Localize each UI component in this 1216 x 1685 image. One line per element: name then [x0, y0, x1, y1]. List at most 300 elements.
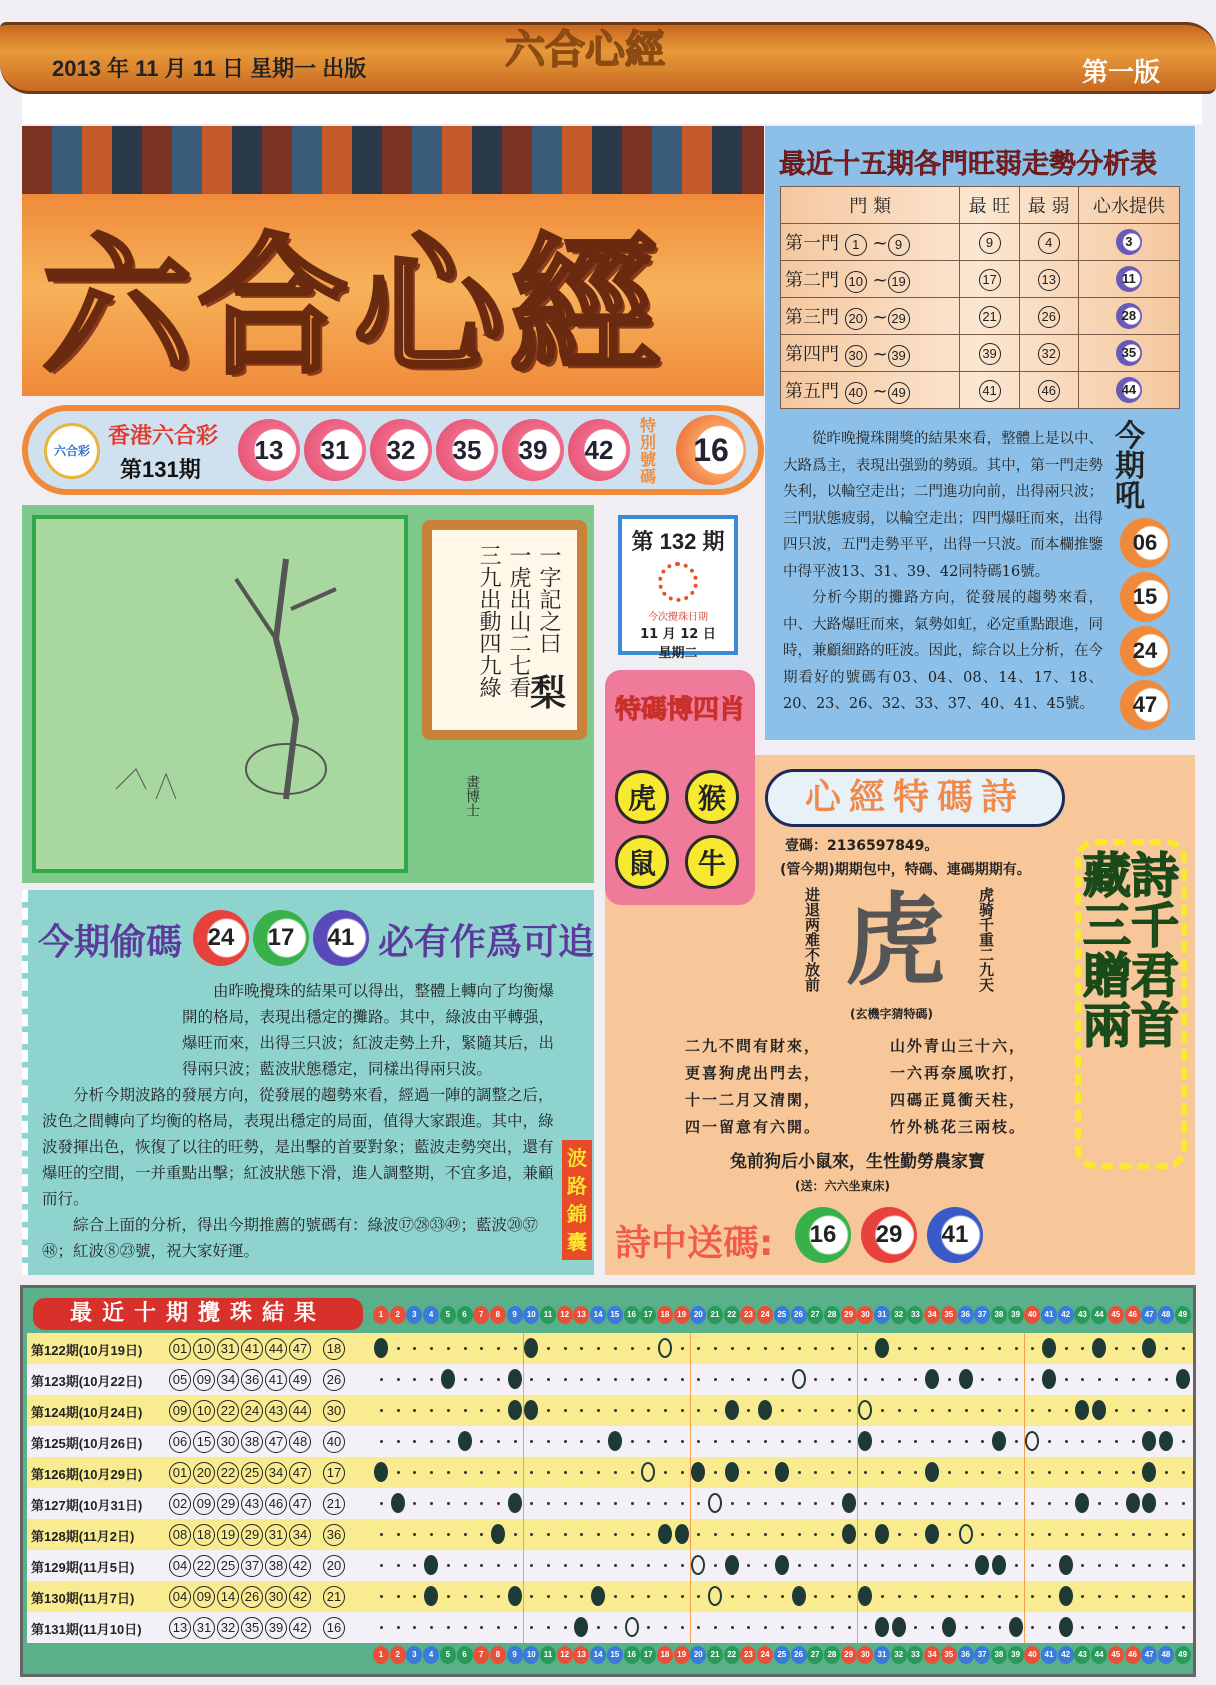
empty-dot	[1182, 1533, 1185, 1536]
empty-dot	[447, 1409, 450, 1412]
number-ball-header: 19	[674, 1306, 690, 1324]
empty-dot	[965, 1409, 968, 1412]
number-ball-header: 21	[707, 1306, 723, 1324]
empty-dot	[898, 1409, 901, 1412]
drawn-dot	[842, 1493, 856, 1513]
empty-dot	[1182, 1409, 1185, 1412]
lottery-name: 香港六合彩	[108, 424, 219, 449]
analysis-paragraph: 從昨晚攪珠開獎的結果來看，整體上是以中、大路爲主，表現出强勁的勢頭。其中，第一門走勢失利，以輪空走出；二門進功向前，出得兩只波；三門狀態疲弱，以輪空走出；四門爆旺而來，出得四只波，五門走勢平平，出得一只波。而本欄推鑒中得平波13、31、39、42同特碼16號。	[783, 431, 1103, 580]
draw-label: 第127期(10月31日)	[31, 1498, 143, 1513]
tip-cell	[1078, 261, 1179, 298]
empty-dot	[831, 1378, 834, 1381]
empty-dot	[464, 1626, 467, 1629]
number-ball-header: 17	[640, 1306, 656, 1324]
range-from: 20	[845, 308, 867, 330]
hot-cell	[960, 335, 1019, 372]
number-ball-header: 31	[874, 1306, 890, 1324]
send-ball: 16	[795, 1207, 851, 1263]
drawn-dot	[925, 1462, 939, 1482]
draw-weekday: 星期二	[658, 646, 698, 661]
empty-dot	[1015, 1595, 1018, 1598]
range-to: 19	[888, 271, 910, 293]
empty-dot	[1182, 1502, 1185, 1505]
next-draw-calendar	[618, 515, 738, 661]
empty-dot	[998, 1533, 1001, 1536]
empty-dot	[681, 1409, 684, 1412]
empty-dot	[497, 1440, 500, 1443]
empty-dot	[681, 1595, 684, 1598]
number-ball-footer: 5	[440, 1646, 456, 1664]
empty-dot	[998, 1378, 1001, 1381]
door-name: 第二門	[785, 269, 839, 291]
empty-dot	[380, 1502, 383, 1505]
drawn-dot	[508, 1369, 522, 1389]
empty-dot	[781, 1502, 784, 1505]
empty-dot	[631, 1409, 634, 1412]
empty-dot	[1115, 1533, 1118, 1536]
empty-dot	[1048, 1409, 1051, 1412]
empty-dot	[380, 1440, 383, 1443]
empty-dot	[881, 1409, 884, 1412]
empty-dot	[1115, 1564, 1118, 1567]
drawn-dot	[892, 1617, 906, 1637]
steal-paragraph: 綜合上面的分析，得出今期推薦的號碼有：綠波⑰㉘㉝㊾；藍波⑳㊲㊽；紅波⑧㉓號，祝大家好運。	[42, 1216, 539, 1260]
empty-dot	[948, 1564, 951, 1567]
issue-number: 第131期	[120, 457, 201, 482]
special-number: 16	[323, 1617, 345, 1639]
drawn-number: 10	[193, 1338, 215, 1360]
empty-dot	[681, 1378, 684, 1381]
hero-photo	[22, 126, 764, 194]
cold-number: 32	[1038, 343, 1060, 365]
poem-note: (管今期)期期包中，特碼、連碼期期有。	[780, 862, 1031, 878]
number-ball-footer: 45	[1108, 1646, 1124, 1664]
number-ball-footer: 23	[740, 1646, 756, 1664]
result-ball: 42	[568, 419, 630, 481]
draw-label: 第124期(10月24日)	[31, 1405, 143, 1420]
drawn-number: 25	[217, 1555, 239, 1577]
empty-dot	[564, 1378, 567, 1381]
empty-dot	[447, 1626, 450, 1629]
drawn-number: 32	[217, 1617, 239, 1639]
tip-ball: 11	[1116, 266, 1142, 292]
drawn-dot	[508, 1493, 522, 1513]
empty-dot	[714, 1533, 717, 1536]
poem-line: 一六再奈風吹打，	[890, 1064, 1027, 1082]
empty-dot	[1048, 1533, 1051, 1536]
empty-dot	[1048, 1471, 1051, 1474]
special-number: 18	[323, 1338, 345, 1360]
empty-dot	[397, 1378, 400, 1381]
number-ball-header: 12	[557, 1306, 573, 1324]
empty-dot	[1182, 1595, 1185, 1598]
tiger-tree-drawing	[36, 519, 404, 869]
empty-dot	[664, 1626, 667, 1629]
riddle-answer: 梨	[530, 673, 567, 714]
drawn-dot	[942, 1617, 956, 1637]
empty-dot	[714, 1440, 717, 1443]
empty-dot	[781, 1626, 784, 1629]
empty-dot	[631, 1347, 634, 1350]
empty-dot	[1048, 1595, 1051, 1598]
empty-dot	[547, 1409, 550, 1412]
empty-dot	[564, 1409, 567, 1412]
drawn-number: 30	[217, 1431, 239, 1453]
drawn-number: 36	[241, 1369, 263, 1391]
empty-dot	[497, 1409, 500, 1412]
poem-line: 二九不問有財來，	[685, 1037, 822, 1055]
number-ball-header: 26	[791, 1306, 807, 1324]
empty-dot	[731, 1626, 734, 1629]
four-zodiac-box	[605, 670, 755, 905]
poem-line: 四碼正覓衝天柱，	[890, 1091, 1027, 1109]
drawn-dot	[1159, 1431, 1173, 1451]
drawn-dot	[441, 1369, 455, 1389]
drawn-number: 41	[241, 1338, 263, 1360]
riddle-line: 一虎出山二七看	[506, 544, 531, 698]
drawn-dot	[992, 1555, 1006, 1575]
steal-ball: 41	[313, 910, 369, 966]
empty-dot	[881, 1502, 884, 1505]
door-analysis-section	[765, 126, 1195, 740]
empty-dot	[497, 1626, 500, 1629]
number-ball-header: 6	[457, 1306, 473, 1324]
drawn-number: 15	[193, 1431, 215, 1453]
range-to: 9	[888, 234, 910, 256]
group-divider	[690, 1333, 691, 1643]
empty-dot	[380, 1409, 383, 1412]
empty-dot	[831, 1409, 834, 1412]
empty-dot	[681, 1564, 684, 1567]
tip-ball: 35	[1116, 340, 1142, 366]
hot-number: 17	[979, 269, 1001, 291]
drawn-number: 22	[193, 1555, 215, 1577]
empty-dot	[397, 1440, 400, 1443]
empty-dot	[681, 1471, 684, 1474]
number-ball-footer: 15	[607, 1646, 623, 1664]
empty-dot	[614, 1502, 617, 1505]
empty-dot	[564, 1595, 567, 1598]
drawn-number: 34	[217, 1369, 239, 1391]
empty-dot	[965, 1564, 968, 1567]
drawn-number: 22	[217, 1400, 239, 1422]
draw-label: 第126期(10月29日)	[31, 1467, 143, 1482]
empty-dot	[1015, 1502, 1018, 1505]
range-to: 39	[888, 345, 910, 367]
number-ball-footer: 27	[807, 1646, 823, 1664]
poem-big-char: 虎	[845, 881, 945, 999]
hot-number: 21	[979, 306, 1001, 328]
empty-dot	[965, 1471, 968, 1474]
wave-tips-tag: 波路錦囊	[562, 1140, 592, 1260]
empty-dot	[831, 1595, 834, 1598]
empty-dot	[781, 1595, 784, 1598]
table-row	[781, 261, 1180, 298]
number-ball-footer: 20	[690, 1646, 706, 1664]
special-dot	[708, 1586, 722, 1606]
empty-dot	[1115, 1626, 1118, 1629]
special-dot	[658, 1338, 672, 1358]
recent-draws-table	[20, 1285, 1196, 1677]
steal-code-section	[22, 890, 594, 1275]
empty-dot	[1115, 1347, 1118, 1350]
drawn-dot	[792, 1586, 806, 1606]
number-ball-header: 33	[907, 1306, 923, 1324]
drawn-number: 42	[289, 1617, 311, 1639]
drawn-dot	[508, 1400, 522, 1420]
number-ball-header: 49	[1175, 1306, 1191, 1324]
empty-dot	[380, 1595, 383, 1598]
number-ball-header: 25	[774, 1306, 790, 1324]
empty-dot	[1165, 1471, 1168, 1474]
number-ball-footer: 10	[523, 1646, 539, 1664]
empty-dot	[464, 1595, 467, 1598]
tip-cell	[1078, 372, 1179, 409]
drawn-number: 08	[169, 1524, 191, 1546]
drawn-number: 09	[193, 1493, 215, 1515]
empty-dot	[848, 1440, 851, 1443]
number-ball-footer: 21	[707, 1646, 723, 1664]
empty-dot	[380, 1564, 383, 1567]
number-ball-header: 7	[473, 1306, 489, 1324]
number-ball-header: 34	[924, 1306, 940, 1324]
empty-dot	[1182, 1471, 1185, 1474]
cold-cell	[1019, 261, 1078, 298]
publish-date: 2013 年 11 月 11 日 星期一 出版	[52, 56, 367, 81]
number-ball-footer: 47	[1141, 1646, 1157, 1664]
poem-left-vertical: 进退两难不放前	[803, 887, 821, 992]
empty-dot	[848, 1409, 851, 1412]
empty-dot	[1065, 1378, 1068, 1381]
number-ball-footer: 32	[891, 1646, 907, 1664]
number-ball-header: 45	[1108, 1306, 1124, 1324]
empty-dot	[1048, 1564, 1051, 1567]
tip-ball: 3	[1116, 229, 1142, 255]
number-ball-footer: 29	[841, 1646, 857, 1664]
empty-dot	[881, 1595, 884, 1598]
door-name: 第五門	[785, 380, 839, 402]
result-ball: 35	[436, 419, 498, 481]
steal-ball: 24	[193, 910, 249, 966]
empty-dot	[831, 1347, 834, 1350]
draw-date-label: 今次攪珠日期	[648, 612, 708, 623]
empty-dot	[998, 1347, 1001, 1350]
col-header: 最 旺	[960, 187, 1019, 224]
empty-dot	[1165, 1533, 1168, 1536]
send-ball: 29	[861, 1207, 917, 1263]
cold-number: 46	[1038, 380, 1060, 402]
number-ball-footer: 19	[674, 1646, 690, 1664]
number-ball-footer: 41	[1041, 1646, 1057, 1664]
empty-dot	[731, 1502, 734, 1505]
drawn-dot	[508, 1586, 522, 1606]
poem-banner: 藏詩三千 贈君兩首	[1075, 839, 1187, 1169]
empty-dot	[798, 1564, 801, 1567]
cold-cell	[1019, 335, 1078, 372]
zodiac-rat: 鼠	[615, 835, 669, 889]
empty-dot	[948, 1502, 951, 1505]
empty-dot	[497, 1347, 500, 1350]
analysis-text	[783, 426, 1103, 718]
empty-dot	[1065, 1347, 1068, 1350]
number-ball-header: 48	[1158, 1306, 1174, 1324]
number-ball-header: 46	[1125, 1306, 1141, 1324]
empty-dot	[798, 1347, 801, 1350]
latest-results-bar	[22, 405, 764, 495]
four-zodiac-title: 特碼博四肖	[614, 695, 745, 725]
drawn-number: 37	[241, 1555, 263, 1577]
table-row	[781, 372, 1180, 409]
empty-dot	[781, 1409, 784, 1412]
empty-dot	[447, 1347, 450, 1350]
number-ball-footer: 22	[724, 1646, 740, 1664]
empty-dot	[1115, 1502, 1118, 1505]
drawn-dot	[725, 1555, 739, 1575]
number-ball-footer: 6	[457, 1646, 473, 1664]
draw-label: 第129期(11月5日)	[31, 1560, 135, 1575]
empty-dot	[898, 1533, 901, 1536]
special-label: 特別號碼	[640, 416, 657, 486]
draw-label: 第128期(11月2日)	[31, 1529, 135, 1544]
empty-dot	[614, 1626, 617, 1629]
drawn-dot	[374, 1338, 388, 1358]
range-from: 40	[845, 382, 867, 404]
empty-dot	[781, 1347, 784, 1350]
number-ball-footer: 1	[373, 1646, 389, 1664]
empty-dot	[614, 1533, 617, 1536]
empty-dot	[731, 1347, 734, 1350]
zodiac-monkey: 猴	[685, 770, 739, 824]
empty-dot	[881, 1471, 884, 1474]
drawn-number: 05	[169, 1369, 191, 1391]
drawn-number: 47	[265, 1431, 287, 1453]
empty-dot	[547, 1347, 550, 1350]
drawn-dot	[424, 1555, 438, 1575]
empty-dot	[614, 1409, 617, 1412]
drawn-number: 09	[193, 1586, 215, 1608]
drawn-dot	[1009, 1617, 1023, 1637]
drawn-number: 43	[241, 1493, 263, 1515]
tiger-illustration	[32, 515, 408, 873]
empty-dot	[514, 1440, 517, 1443]
empty-dot	[564, 1626, 567, 1629]
draw-label: 第122期(10月19日)	[31, 1343, 143, 1358]
empty-dot	[1165, 1502, 1168, 1505]
drawn-number: 26	[241, 1586, 263, 1608]
empty-dot	[714, 1347, 717, 1350]
tip-ball: 44	[1116, 377, 1142, 403]
empty-dot	[1182, 1564, 1185, 1567]
drawn-number: 38	[241, 1431, 263, 1453]
drawn-number: 43	[265, 1400, 287, 1422]
poem-code: 壹碼：2136597849。	[785, 838, 939, 854]
door-name: 第四門	[785, 343, 839, 365]
drawn-number: 46	[265, 1493, 287, 1515]
empty-dot	[631, 1564, 634, 1567]
drawn-number: 38	[265, 1555, 287, 1577]
empty-dot	[731, 1533, 734, 1536]
empty-dot	[631, 1502, 634, 1505]
drawn-number: 47	[289, 1462, 311, 1484]
number-ball-footer: 37	[974, 1646, 990, 1664]
masthead: 六合心經	[505, 27, 665, 73]
drawn-dot	[1092, 1338, 1106, 1358]
empty-dot	[564, 1440, 567, 1443]
number-ball-footer: 33	[907, 1646, 923, 1664]
door-analysis-table	[780, 186, 1180, 409]
poem-riddle-answer: (送：六六坐東床)	[795, 1179, 890, 1193]
drawn-number: 47	[289, 1338, 311, 1360]
empty-dot	[781, 1440, 784, 1443]
number-ball-footer: 36	[958, 1646, 974, 1664]
number-ball-footer: 34	[924, 1646, 940, 1664]
tip-ball: 28	[1116, 303, 1142, 329]
empty-dot	[447, 1564, 450, 1567]
drawn-number: 18	[193, 1524, 215, 1546]
empty-dot	[614, 1595, 617, 1598]
number-ball-header: 36	[958, 1306, 974, 1324]
tip-cell	[1078, 224, 1179, 261]
door-cell: 第一門 1 ~ 9	[781, 224, 960, 261]
number-ball-header: 4	[423, 1306, 439, 1324]
empty-dot	[514, 1347, 517, 1350]
number-ball-footer: 31	[874, 1646, 890, 1664]
drawn-dot	[591, 1586, 605, 1606]
number-ball-footer: 4	[423, 1646, 439, 1664]
drawn-number: 29	[217, 1493, 239, 1515]
draw-label: 第123期(10月22日)	[31, 1374, 143, 1389]
number-ball-footer: 26	[791, 1646, 807, 1664]
steal-text	[42, 978, 558, 1264]
empty-dot	[714, 1471, 717, 1474]
empty-dot	[664, 1440, 667, 1443]
drawn-dot	[424, 1586, 438, 1606]
empty-dot	[1132, 1440, 1135, 1443]
draws-title: 最近十期攪珠結果	[33, 1298, 363, 1330]
number-ball-header: 20	[690, 1306, 706, 1324]
empty-dot	[681, 1347, 684, 1350]
empty-dot	[998, 1409, 1001, 1412]
empty-dot	[497, 1378, 500, 1381]
empty-dot	[447, 1502, 450, 1505]
tip-cell	[1078, 298, 1179, 335]
pick-ball: 15	[1120, 572, 1170, 622]
empty-dot	[948, 1440, 951, 1443]
drawn-dot	[1092, 1400, 1106, 1420]
number-ball-header: 43	[1074, 1306, 1090, 1324]
draw-date: 11 月 12 日	[640, 627, 716, 642]
empty-dot	[965, 1502, 968, 1505]
empty-dot	[948, 1409, 951, 1412]
empty-dot	[464, 1564, 467, 1567]
empty-dot	[1115, 1471, 1118, 1474]
blank-band	[22, 94, 1202, 124]
number-ball-header: 1	[373, 1306, 389, 1324]
drawn-dot	[374, 1462, 388, 1482]
empty-dot	[631, 1471, 634, 1474]
empty-dot	[397, 1564, 400, 1567]
empty-dot	[1132, 1471, 1135, 1474]
drawn-number: 29	[241, 1524, 263, 1546]
empty-dot	[848, 1347, 851, 1350]
number-ball-header: 3	[406, 1306, 422, 1324]
cold-cell	[1019, 298, 1078, 335]
door-name: 第一門	[785, 232, 839, 254]
empty-dot	[664, 1502, 667, 1505]
mark-six-logo: 六合彩	[44, 423, 100, 479]
drawn-number: 24	[241, 1400, 263, 1422]
number-ball-header: 37	[974, 1306, 990, 1324]
